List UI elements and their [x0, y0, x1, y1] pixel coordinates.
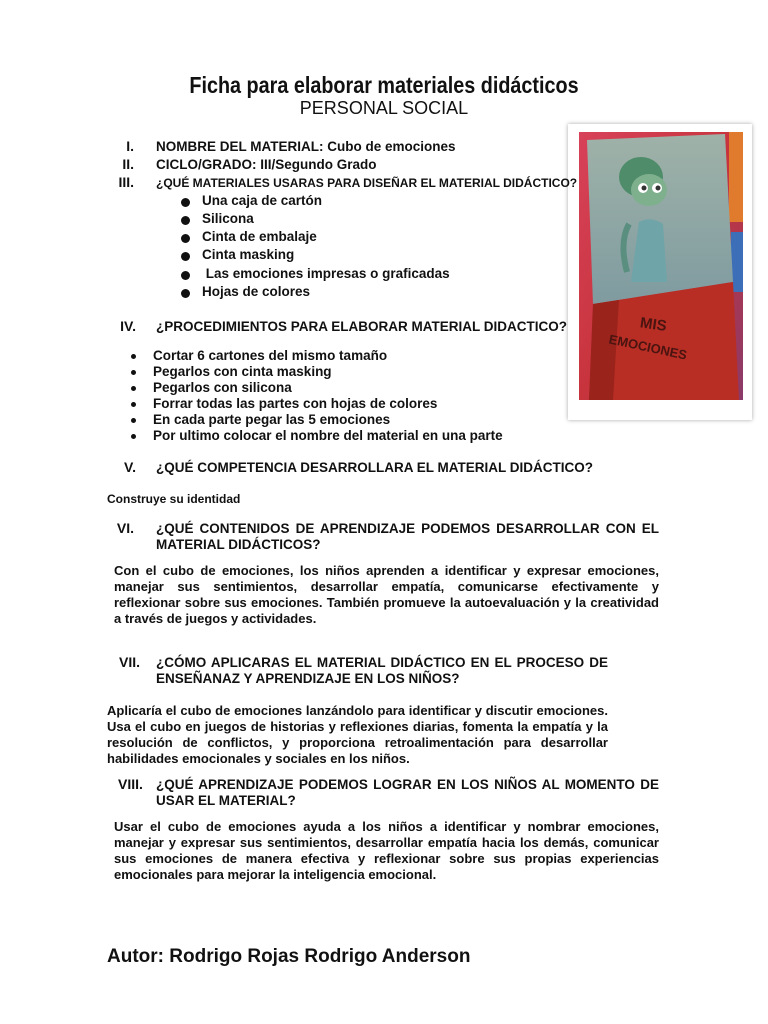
section-8-answer: Usar el cubo de emociones ayuda a los niños a identificar y nombrar emociones, manejar y expresar sus sentimientos, desarrollar empatía hacia los demás, comunicar sus emociones de manera efectiva y reflexionar sobre sus propias experiencias emocionales para mejorar la inteligencia emocional. — [114, 819, 659, 882]
section-1-value: Cubo de emociones — [327, 139, 456, 154]
bullet-icon — [181, 198, 190, 207]
bullet-icon — [131, 434, 136, 439]
section-2-heading: CICLO/GRADO: III/Segundo Grado — [156, 157, 377, 172]
bullet-icon — [131, 402, 136, 407]
document-title: Ficha para elaborar materiales didácticos — [189, 72, 579, 98]
material-item: Una caja de cartón — [202, 193, 323, 208]
section-4-heading: ¿PROCEDIMIENTOS PARA ELABORAR MATERIAL DIDACTICO? — [156, 319, 567, 334]
material-item: Las emociones impresas o graficadas — [202, 266, 450, 281]
bullet-icon — [181, 216, 190, 225]
section-1-heading — [156, 139, 456, 154]
photo-caption-emociones: EMOCIONES — [607, 331, 689, 363]
document-subtitle: PERSONAL SOCIAL — [299, 98, 469, 118]
section-7-answer: Aplicaría el cubo de emociones lanzándolo para identificar y discutir emociones. Usa el cubo en juegos de historias y reflexiones diarias, fomenta la empatía y la resolución de conflictos, y proporciona retroalimentación para desarrollar habilidades emocionales y sociales en los niños. — [107, 703, 608, 766]
section-5-heading: ¿QUÉ COMPETENCIA DESARROLLARA EL MATERIAL DIDÁCTICO? — [156, 460, 593, 475]
section-number-5: V. — [124, 459, 136, 475]
material-item: Cinta masking — [202, 247, 295, 262]
material-photo — [568, 124, 752, 420]
section-number-7: VII. — [118, 654, 140, 670]
bullet-icon — [131, 370, 136, 375]
bullet-icon — [131, 354, 136, 359]
section-6-answer: Con el cubo de emociones, los niños aprenden a identificar y expresar emociones, manejar sus sentimientos, desarrollar empatía, comunicarse efectivamente y reflexionar sobre sus emociones. También promueve la autoevaluación y la creatividad a través de juegos y actividades. — [114, 563, 659, 626]
section-8-heading: ¿QUÉ APRENDIZAJE PODEMOS LOGRAR EN LOS NIÑOS AL MOMENTO DE USAR EL MATERIAL? — [156, 777, 659, 808]
section-number-4: IV. — [120, 318, 136, 334]
section-number-1: I. — [126, 138, 134, 154]
section-1-label: NOMBRE DEL MATERIAL: — [156, 139, 324, 154]
bullet-icon — [181, 252, 190, 261]
procedure-item: Por ultimo colocar el nombre del material en una parte — [153, 428, 503, 443]
section-number-2: II. — [122, 156, 134, 172]
procedure-item: En cada parte pegar las 5 emociones — [153, 412, 391, 427]
cube-illustration — [579, 132, 743, 400]
section-number-3: III. — [118, 174, 134, 190]
bullet-icon — [131, 386, 136, 391]
procedure-item: Forrar todas las partes con hojas de colores — [153, 396, 438, 411]
author-line: Autor: Rodrigo Rojas Rodrigo Anderson — [107, 946, 471, 967]
procedure-item: Pegarlos con cinta masking — [153, 364, 332, 379]
material-item: Cinta de embalaje — [202, 229, 317, 244]
procedure-item: Pegarlos con silicona — [153, 380, 292, 395]
material-item: Silicona — [202, 211, 254, 226]
bullet-icon — [181, 289, 190, 298]
material-item: Hojas de colores — [202, 284, 311, 299]
bullet-icon — [181, 234, 190, 243]
photo-caption-mis: MIS — [638, 314, 668, 335]
bullet-icon — [181, 271, 190, 280]
section-number-6: VI. — [116, 520, 134, 536]
section-7-heading: ¿CÓMO APLICARAS EL MATERIAL DIDÁCTICO EN EL PROCESO DE ENSEÑANAZ Y APRENDIZAJE EN LOS NIÑOS? — [156, 655, 608, 686]
section-6-heading: ¿QUÉ CONTENIDOS DE APRENDIZAJE PODEMOS DESARROLLAR CON EL MATERIAL DIDÁCTICOS? — [156, 521, 659, 552]
procedure-item: Cortar 6 cartones del mismo tamaño — [153, 348, 388, 363]
section-number-8: VIII. — [118, 776, 143, 792]
bullet-icon — [131, 418, 136, 423]
competency-answer: Construye su identidad — [107, 492, 241, 506]
section-3-heading: ¿QUÉ MATERIALES USARAS PARA DISEÑAR EL MATERIAL DIDÁCTICO? — [156, 176, 578, 190]
cube-image — [579, 132, 743, 400]
